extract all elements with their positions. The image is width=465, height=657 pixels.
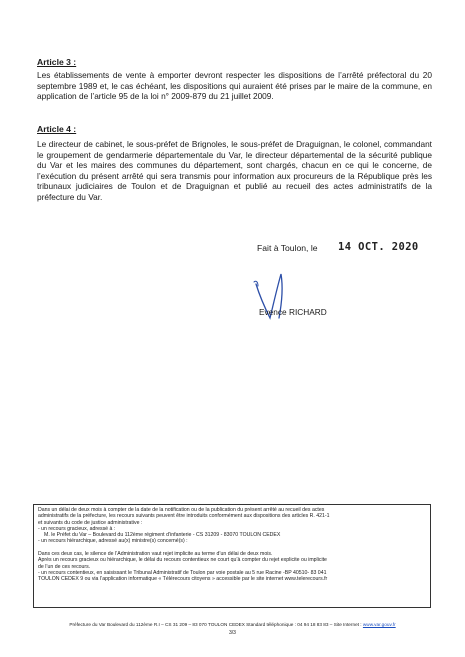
recours-line: M. le Préfet du Var – Boulevard du 112ème régiment d’infanterie - CS 31209 - 83070 TOULON CEDEX — [44, 532, 281, 539]
article-4-text: Le directeur de cabinet, le sous-préfet de Brignoles, le sous-préfet de Draguignan, le colonel, commandant le groupement de gendarmerie départementale du Var, le directeur départemental de la sécurité publique du Var et les maires des communes du département, sont chargés, chacun en ce qui le concerne, de l’exécution du présent arrêté qui sera transmis pour information aux procureurs de la République près les tribunaux judiciaires de Toulon et de Draguignan et publié au recueil des actes administratifs de la préfecture du Var. — [37, 139, 432, 202]
place-date-label: Fait à Toulon, le — [257, 243, 318, 253]
page-footer — [0, 622, 465, 627]
footer-website-link[interactable]: www.var.gouv.fr — [362, 622, 396, 627]
article-4-heading: Article 4 : — [37, 124, 77, 134]
date-stamp: 14 OCT. 2020 — [338, 241, 419, 253]
recours-line: Dans ces deux cas, le silence de l’Administration vaut rejet implicite au terme d’un délai de deux mois. — [38, 551, 273, 558]
footer-address: Préfecture du Var Boulevard du 112ème R.I – CS 31 209 – 83 070 TOULON CEDEX Standard téléphonique : 04 94 18 83 83 – Site Internet : — [69, 622, 362, 627]
recours-line: et suivants du code de justice administrative : — [38, 519, 143, 526]
recours-line: de l’un de ces recours. — [38, 563, 91, 570]
article-3-text: Les établissements de vente à emporter devront respecter les dispositions de l’arrêté préfectoral du 20 septembre 1989 et, le cas échéant, les dispositions qui auraient été prises par le maire de la commune, en application de l’article 95 de la loi n° 2009-879 du 21 juillet 2009. — [37, 70, 432, 102]
page-number: 3/3 — [229, 630, 236, 636]
recours-line: Après un recours gracieux ou hiérarchique, le délai du recours contentieux ne court qu’à compter du rejet explicite ou implicite — [38, 557, 327, 564]
recours-line: - un recours contentieux, en saisissant le Tribunal Administratif de Toulon par voie postale au 5 rue Racine -BP 40510- 83 041 — [38, 569, 327, 576]
recours-line: TOULON CEDEX 9 ou via l’application informatique « Télérecours citoyens » accessible par le site internet www.telerecours.fr — [38, 576, 328, 583]
recours-line: - un recours hiérarchique, adressé au(x) ministre(s) concerné(s) : — [38, 538, 188, 545]
signer-name: Evence RICHARD — [259, 307, 327, 317]
article-3-heading: Article 3 : — [37, 57, 77, 67]
recours-line: Dans un délai de deux mois à compter de la date de la notification ou de la publication du présent arrêté au recueil des actes — [38, 507, 325, 513]
recours-notice-box — [33, 504, 431, 608]
recours-line: - un recours gracieux, adressé à : — [38, 525, 116, 532]
recours-line: administratifs de la préfecture, les recours suivants peuvent être introduits conformément aux dispositions des articles R. 421-1 — [38, 513, 330, 520]
